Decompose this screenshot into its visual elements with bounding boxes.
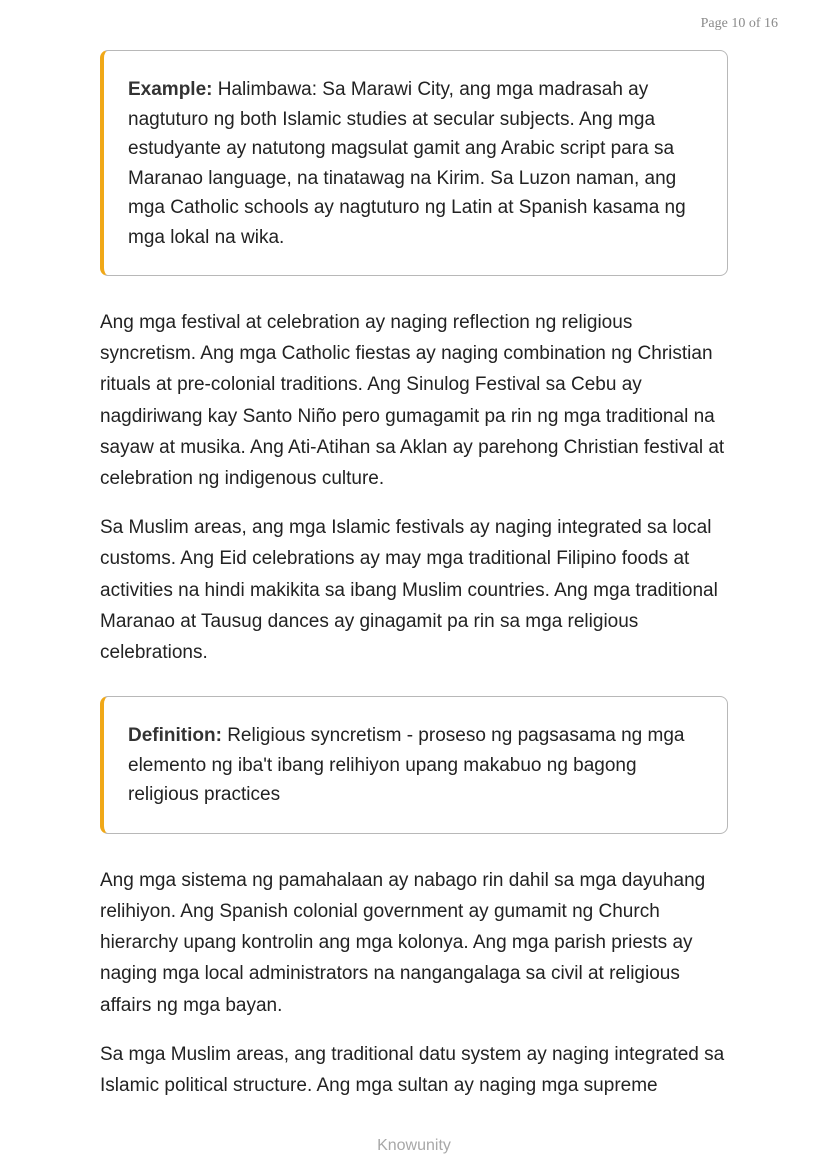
paragraph-festivals: Ang mga festival at celebration ay naging reflection ng religious syncretism. Ang mga Catholic fiestas ay naging combination ng Christian rituals at pre-colonial traditions. Ang Sinulog Festival sa Cebu ay nagdiriwang kay Santo Niño pero gumagamit pa rin ng mga traditional na sayaw at musika. Ang Ati-Atihan sa Aklan ay parehong Christian festival at celebration ng indigenous culture. bbox=[100, 312, 725, 490]
example-label: Example: bbox=[128, 79, 218, 100]
page-number: Page 10 of 16 bbox=[700, 16, 778, 31]
example-text: Halimbawa: Sa Marawi City, ang mga madrasah ay nagtuturo ng both Islamic studies at secular subjects. Ang mga estudyante ay natutong magsulat gamit ang Arabic script para sa Maranao language, na tinatawag na Kirim. Sa Luzon naman, ang mga Catholic schools ay nagtuturo ng Latin at Spanish kasama ng mga lokal na wika. bbox=[128, 79, 686, 248]
paragraph-muslim-festivals: Sa Muslim areas, ang mga Islamic festivals ay naging integrated sa local customs. Ang Eid celebrations ay may mga traditional Filipino foods at activities na hindi makikita sa ibang Muslim countries. Ang mga traditional Maranao at Tausug dances ay ginagamit pa rin sa mga religious celebrations. bbox=[100, 517, 718, 664]
definition-label: Definition: bbox=[128, 725, 228, 747]
footer-brand-logo: Knowunity bbox=[377, 1137, 451, 1154]
definition-text: Religious syncretism - proseso ng pagsasama ng mga elemento ng iba't ibang relihiyon upang makabuo ng bagong religious practices bbox=[128, 725, 685, 806]
definition-callout bbox=[100, 696, 728, 834]
paragraph-government: Ang mga sistema ng pamahalaan ay nabago rin dahil sa mga dayuhang relihiyon. Ang Spanish colonial government ay gumamit ng Church hierarchy upang kontrolin ang mga kolonya. Ang mga parish priests ay naging mga local administrators na nangangalaga sa civil at religious affairs ng mga bayan. bbox=[100, 869, 706, 1016]
document-content bbox=[100, 50, 728, 1119]
example-callout bbox=[100, 50, 728, 276]
paragraph-datu-system: Sa mga Muslim areas, ang traditional datu system ay naging integrated sa Islamic political structure. Ang mga sultan ay naging mga supreme bbox=[100, 1043, 725, 1096]
